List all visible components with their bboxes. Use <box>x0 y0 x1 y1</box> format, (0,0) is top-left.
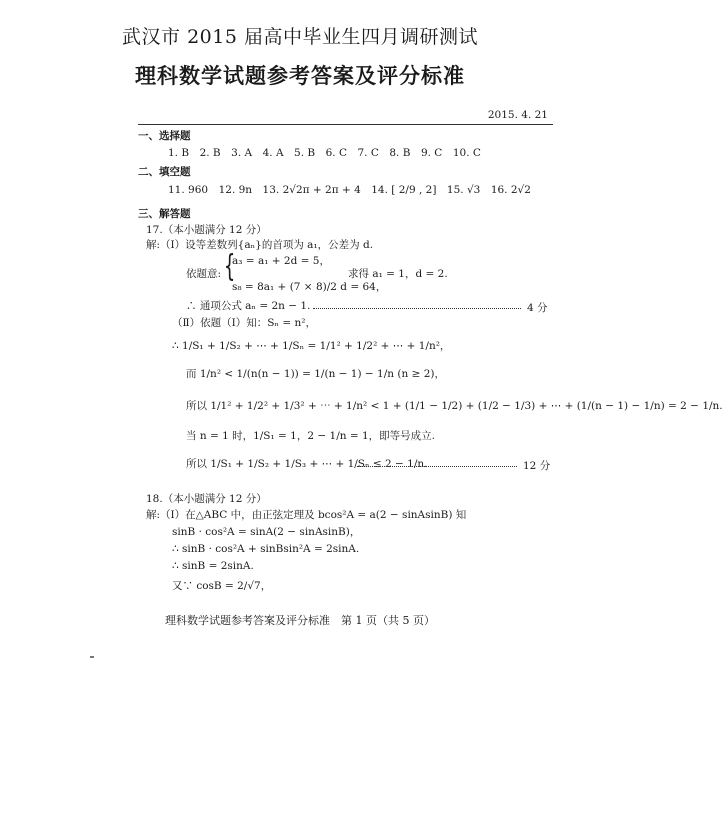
fill-answers: 11. 960 12. 9n 13. 2√2π + 2π + 4 14. [ 2/9 , 2] 15. √3 16. 2√2 <box>168 184 531 196</box>
q17-line: 依题意: <box>186 268 222 280</box>
q18-line: ∴ sinB · cos²A + sinBsin²A = 2sinA. <box>172 543 360 555</box>
document-subtitle: 理科数学试题参考答案及评分标准 <box>135 63 465 88</box>
exam-date: 2015. 4. 21 <box>487 109 548 121</box>
q17-line: 而 1/n² < 1/(n(n − 1)) = 1/(n − 1) − 1/n (n ≥ 2)， <box>186 368 445 380</box>
q18-line: sinB · cos²A = sinA(2 − sinAsinB)， <box>172 526 361 538</box>
header-divider <box>138 124 553 125</box>
q17-line: 所以 1/1² + 1/2² + 1/3² + ⋯ + 1/n² < 1 + (1/1 − 1/2) + (1/2 − 1/3) + ⋯ + (1/(n − 1) − 1/n) = 2 − 1/n. <box>186 400 723 412</box>
choice-answers: 1. B 2. B 3. A 4. A 5. B 6. C 7. C 8. B 9. C 10. C <box>168 147 481 159</box>
q17-line: ∴ 通项公式 aₙ = 2n − 1. <box>186 300 311 312</box>
dotted-leader <box>313 308 521 309</box>
q17-line: （Ⅱ）依题（Ⅰ）知：Sₙ = n²， <box>172 317 316 329</box>
q17-title: 17.（本小题满分 12 分） <box>146 224 267 236</box>
q18-line: 解:（Ⅰ）在△ABC 中，由正弦定理及 bcos²A = a(2 − sinAsinB) 知 <box>146 509 467 521</box>
scan-speck <box>90 656 94 658</box>
score-mark: 12 分 <box>523 460 551 472</box>
q17-line: 所以 1/S₁ + 1/S₂ + 1/S₃ + ⋯ + 1/Sₙ ≤ 2 − 1/n. <box>186 458 428 470</box>
section-heading-choice: 一、选择题 <box>138 130 191 142</box>
q17-line: s₈ = 8a₁ + (7 × 8)/2 d = 64， <box>232 281 387 293</box>
section-heading-fill: 二、填空题 <box>138 166 191 178</box>
q17-line: 求得 a₁ = 1，d = 2. <box>348 268 448 280</box>
q18-title: 18.（本小题满分 12 分） <box>146 493 267 505</box>
q18-line: ∴ sinB = 2sinA. <box>172 560 254 572</box>
q17-line: ∴ 1/S₁ + 1/S₂ + ⋯ + 1/Sₙ = 1/1² + 1/2² + ⋯ + 1/n²， <box>172 340 451 352</box>
page-footer: 理科数学试题参考答案及评分标准 第 1 页（共 5 页） <box>165 614 435 627</box>
q17-line: 当 n = 1 时，1/S₁ = 1，2 − 1/n = 1，即等号成立. <box>186 430 435 442</box>
score-mark: 4 分 <box>527 302 548 314</box>
q17-line: a₃ = a₁ + 2d = 5， <box>232 255 330 267</box>
dotted-leader <box>357 466 517 467</box>
exam-title: 武汉市 2015 届高中毕业生四月调研测试 <box>122 26 478 48</box>
left-brace-icon: { <box>223 249 236 284</box>
q17-line: 解:（Ⅰ）设等差数列{aₙ}的首项为 a₁，公差为 d. <box>146 239 374 251</box>
q18-line: 又∵ cosB = 2/√7， <box>172 580 272 592</box>
section-heading-solutions: 三、解答题 <box>138 208 191 220</box>
